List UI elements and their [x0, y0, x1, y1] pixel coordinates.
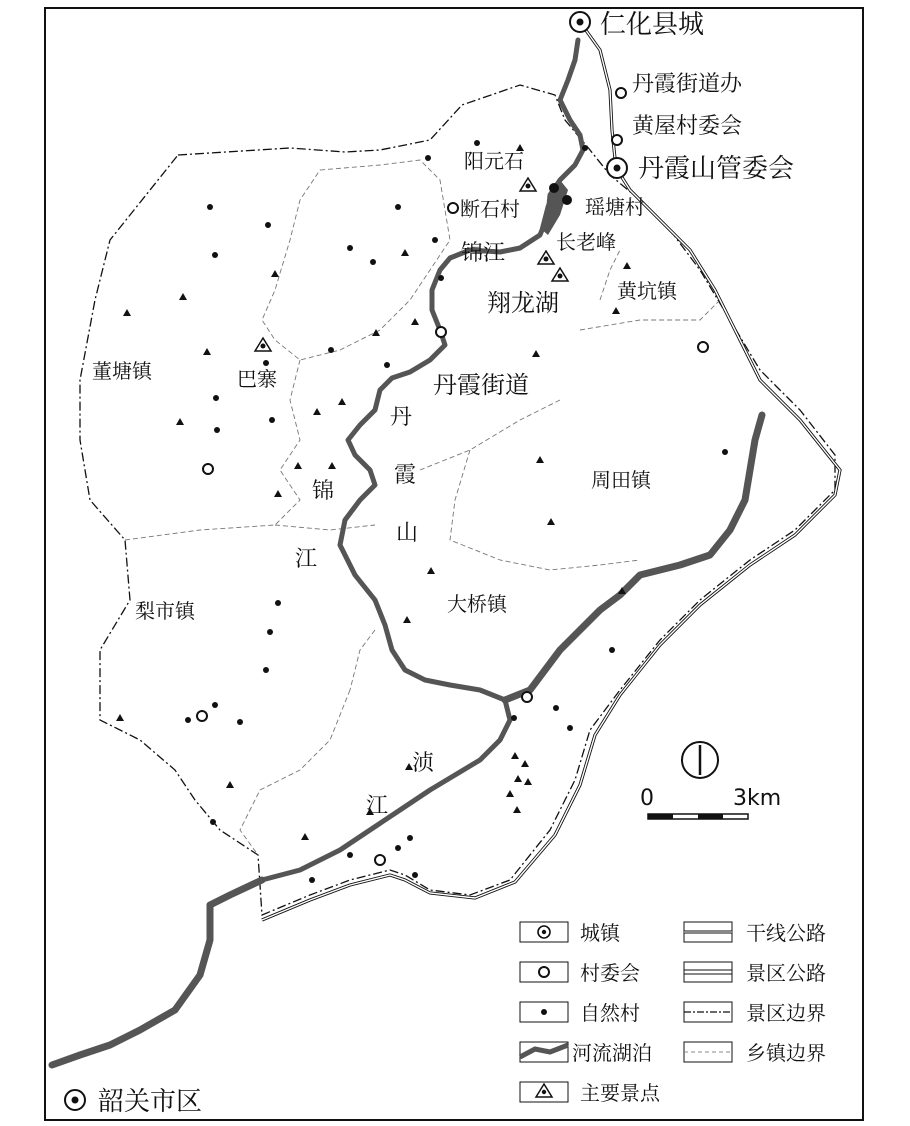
char-jiang-1: 江 — [295, 547, 318, 572]
duanshi-dot — [549, 183, 559, 193]
label-danxia-street: 丹霞街道 — [433, 371, 529, 399]
scale-zero: 0 — [640, 786, 654, 811]
label-management: 丹霞山管委会 — [638, 154, 795, 184]
north-arrow-icon — [682, 742, 718, 778]
label-duanshi: 断石村 — [460, 197, 520, 221]
char-jiang-2: 江 — [366, 794, 389, 819]
legend-township-boundary: 乡镇边界 — [746, 1041, 826, 1065]
scale-distance: 3km — [733, 786, 782, 811]
label-zhoutian: 周田镇 — [591, 468, 651, 492]
legend-trunk-road: 干线公路 — [746, 921, 826, 945]
char-zhen: 浈 — [412, 751, 435, 776]
legend-natural-village: 自然村 — [580, 1001, 640, 1025]
label-daqiao: 大桥镇 — [447, 592, 507, 616]
rivers — [52, 40, 762, 1065]
label-yangyuanshi: 阳元石 — [464, 149, 524, 173]
label-shaoguan: 韶关市区 — [98, 1087, 203, 1117]
legend-town: 城镇 — [580, 921, 620, 945]
major-spots — [255, 178, 568, 351]
label-dongtang: 董塘镇 — [92, 359, 152, 383]
legend — [520, 921, 826, 1105]
scale-bar — [648, 814, 748, 819]
yaotang-dot — [562, 195, 572, 205]
label-yaotang: 瑶塘村 — [585, 195, 645, 219]
label-lishi: 梨市镇 — [135, 599, 195, 623]
legend-river: 河流湖泊 — [572, 1041, 652, 1065]
label-bazhai: 巴寨 — [237, 367, 277, 391]
label-huangkeng: 黄坑镇 — [617, 279, 677, 303]
char-xia: 霞 — [394, 463, 417, 488]
legend-scenic-boundary: 景区边界 — [746, 1001, 826, 1025]
label-renhua: 仁化县城 — [600, 10, 705, 40]
char-shan: 山 — [396, 521, 419, 546]
legend-village-committee: 村委会 — [580, 961, 640, 985]
label-danxia-office: 丹霞街道办 — [632, 72, 743, 97]
label-xianglong: 翔龙湖 — [487, 289, 559, 317]
label-zhanglaofeng: 长老峰 — [556, 230, 616, 254]
minor-spots — [116, 144, 631, 840]
label-huangwu: 黄屋村委会 — [632, 114, 743, 139]
legend-spot: 主要景点 — [580, 1081, 660, 1105]
char-dan: 丹 — [390, 405, 413, 430]
label-jinjiang-top: 锦江 — [461, 241, 506, 266]
char-jin: 锦 — [312, 479, 335, 504]
legend-scenic-road: 景区公路 — [746, 961, 826, 985]
